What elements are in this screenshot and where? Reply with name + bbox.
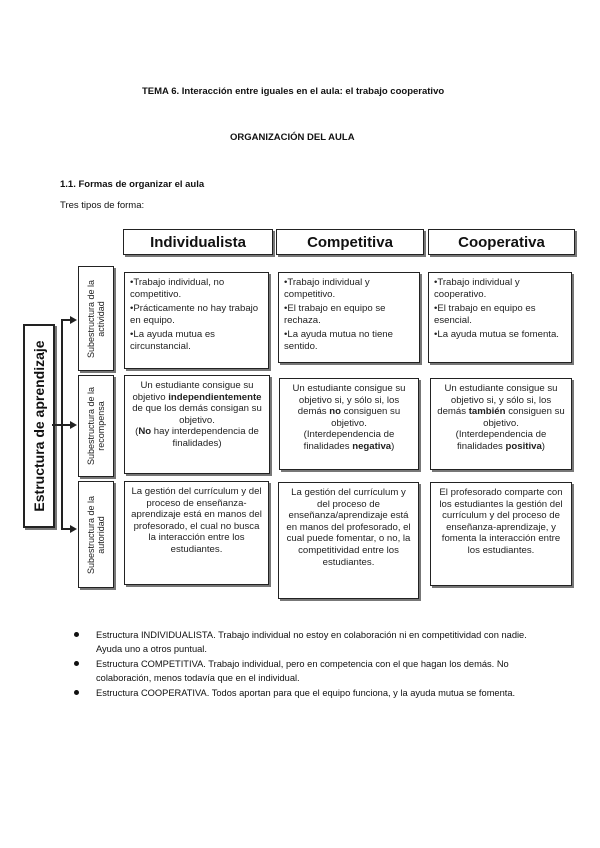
arrow-right-icon — [70, 316, 77, 324]
cell-text: ) — [541, 440, 545, 452]
row-label-recompensa-text: Subestructura de la recompensa — [86, 386, 106, 466]
row-label-actividad — [78, 266, 114, 371]
cell-line: •La ayuda mutua se fomenta. — [434, 329, 559, 341]
list-item-text: Estructura COOPERATIVA. Todos aportan para que el equipo funciona, y la ayuda mutua se fomenta. — [96, 688, 516, 698]
arrow-right-icon — [70, 525, 77, 533]
row-label-autoridad-text: Subestructura de la autoridad — [86, 495, 106, 574]
cell-emphasis: también — [468, 406, 506, 418]
structure-summary-list — [70, 628, 540, 701]
row-label-actividad-text: Subestructura de la actividad — [86, 279, 106, 358]
cell-actividad-individualista — [124, 272, 269, 369]
cell-text: consiguen su objetivo. — [483, 406, 565, 429]
cell-emphasis: positiva — [505, 440, 542, 452]
cell-line: •Prácticamente no hay trabajo en equipo. — [130, 303, 259, 326]
list-item — [70, 686, 540, 700]
cell-line: •El trabajo en equipo se rechaza. — [284, 303, 386, 326]
cell-line: •La ayuda mutua es circunstancial. — [130, 329, 215, 352]
cell-text: (Interdependencia de finalidades — [455, 429, 547, 452]
cell-emphasis: No — [138, 426, 152, 438]
cell-text: consiguen su objetivo. — [331, 406, 401, 429]
cell-recompensa-cooperativa — [430, 378, 572, 470]
cell-autoridad-cooperativa: El profesorado comparte con los estudiantes la gestión del currículum y del proceso de enseñanza-aprendizaje, y fomenta la interacción entre los estudiantes. — [430, 482, 572, 586]
cell-text: ) — [391, 440, 395, 452]
cell-autoridad-individualista: La gestión del currículum y del proceso de enseñanza-aprendizaje está en manos del profesorado, el cual no busca la interacción entre los estudiantes. — [124, 481, 269, 585]
main-structure-label — [23, 324, 55, 528]
cell-text: Un estudiante consigue su objetivo si, y sólo si, los demás — [437, 383, 558, 418]
cell-text: de que los demás consigan su objetivo. — [132, 403, 262, 426]
list-item-text: Estructura INDIVIDUALISTA. Trabajo individual no estoy en colaboración ni en competitividad con nadie. Ayuda uno a otros puntual. — [96, 630, 527, 654]
cell-emphasis: no — [329, 406, 341, 418]
cell-text: (Interdependencia de finalidades — [303, 429, 395, 452]
cell-line: •Trabajo individual, no competitivo. — [130, 277, 225, 300]
bullet-icon — [74, 690, 79, 695]
cell-line: •Trabajo individual y cooperativo. — [434, 277, 520, 300]
row-label-recompensa — [78, 375, 114, 477]
cell-recompensa-competitiva — [279, 378, 419, 470]
cell-text: hay interdependencia de finalidades) — [153, 426, 259, 449]
cell-actividad-competitiva — [278, 272, 420, 363]
column-header-individualista: Individualista — [123, 229, 273, 255]
cell-actividad-cooperativa — [428, 272, 572, 363]
cell-text: Un estudiante consigue su objetivo si, y sólo si, los demás — [292, 383, 406, 418]
cell-emphasis: independientemente — [168, 391, 262, 403]
cell-line: •El trabajo en equipo es esencial. — [434, 303, 536, 326]
tema-title: TEMA 6. Interacción entre iguales en el aula: el trabajo cooperativo — [142, 86, 445, 97]
cell-text: ( — [135, 426, 139, 438]
cell-autoridad-competitiva: La gestión del currículum y del proceso de enseñanza/aprendizaje está en manos del profesorado, el cual puede fomentar, o no, la competitividad entre los estudiantes. — [278, 482, 419, 599]
intro-text: Tres tipos de forma: — [60, 200, 145, 211]
list-item-text: Estructura COMPETITIVA. Trabajo individual, pero en competencia con el que hagan los demás. No colaboración, menos todavía que en el individual. — [96, 659, 509, 683]
row-label-autoridad — [78, 481, 114, 588]
bullet-icon — [74, 661, 79, 666]
subsection-title: 1.1. Formas de organizar el aula — [60, 179, 205, 190]
section-title: ORGANIZACIÓN DEL AULA — [230, 132, 355, 143]
list-item — [70, 657, 540, 685]
list-item — [70, 628, 540, 656]
cell-line: •La ayuda mutua no tiene sentido. — [284, 329, 393, 352]
column-header-cooperativa: Cooperativa — [428, 229, 575, 255]
arrow-right-icon — [70, 421, 77, 429]
main-structure-label-text: Estructura de aprendizaje — [31, 340, 47, 512]
cell-line: •Trabajo individual y competitivo. — [284, 277, 370, 300]
cell-text: Un estudiante consigue su objetivo — [132, 380, 254, 403]
cell-emphasis: negativa — [352, 440, 392, 452]
column-header-competitiva: Competitiva — [276, 229, 424, 255]
cell-recompensa-individualista — [124, 375, 270, 474]
bullet-icon — [74, 632, 79, 637]
